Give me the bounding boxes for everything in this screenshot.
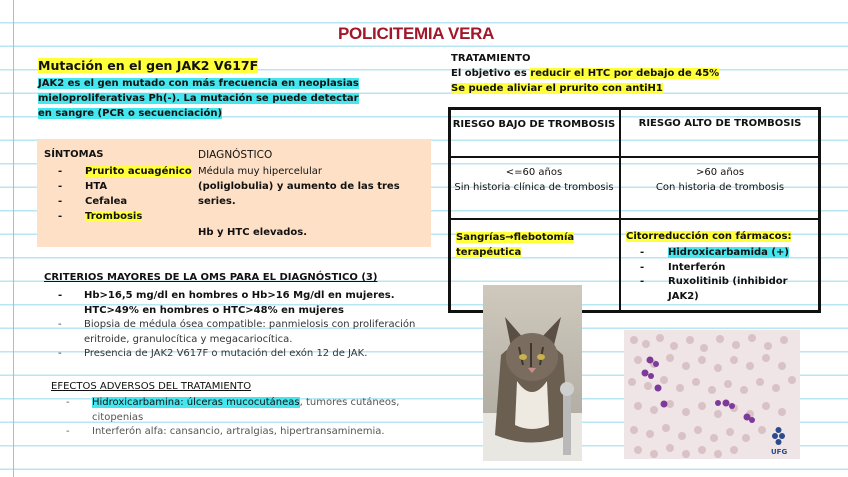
symptom-item: - Prurito acuagénico — [58, 164, 192, 179]
drug-item: - Hidroxicarbamida (+) — [640, 246, 816, 261]
page-title: POLICITEMIA VERA — [338, 24, 495, 43]
table-divider — [448, 156, 821, 158]
symptom-item: - Trombosis — [58, 209, 192, 224]
adverse-effect-item: - Hidroxicarbamina: úlceras mucocutáneas, tumores cutáneos, citopenias — [66, 396, 446, 425]
diagnosis-line-bold: (poliglobulia) y aumento de las tres series. — [198, 181, 400, 207]
mutation-heading: Mutación en el gen JAK2 V617F — [38, 58, 259, 73]
diagnosis-line-plain: Médula muy hipercelular — [198, 166, 323, 177]
high-risk-treatment-heading: Citorreducción con fármacos: — [626, 231, 792, 242]
adverse-effect-item: - Interferón alfa: cansancio, artralgias, hipertransaminemia. — [66, 425, 446, 440]
high-risk-treatment-list — [640, 246, 816, 304]
symptom-item: - Cefalea — [58, 194, 192, 209]
criteria-list — [58, 289, 438, 362]
smear-logo-text: UFG — [771, 448, 788, 456]
blood-smear-illustration — [624, 330, 800, 459]
wet-cat-illustration — [483, 285, 582, 461]
low-risk-treatment: Sangrías→flebotomía terapéutica — [456, 232, 575, 258]
table-divider — [619, 107, 621, 313]
wet-cat-photo — [483, 285, 582, 461]
table-divider — [448, 218, 821, 220]
symptom-item: - HTA — [58, 179, 192, 194]
treatment-heading: TRATAMIENTO — [451, 53, 531, 64]
criteria-item: - Biopsia de médula ósea compatible: panmielosis con proliferación eritroide, granulocítica y megacariocítica. — [58, 318, 438, 347]
diagnosis-heading: DIAGNÓSTICO — [198, 149, 273, 161]
criteria-item: - Presencia de JAK2 V617F o mutación del exón 12 de JAK. — [58, 347, 438, 362]
adverse-effects-heading: EFECTOS ADVERSOS DEL TRATAMIENTO — [51, 381, 252, 392]
high-risk-description: >60 años Con historia de trombosis — [655, 167, 785, 193]
symptoms-heading: SÍNTOMAS — [44, 149, 104, 160]
symptoms-list — [58, 164, 192, 224]
low-risk-description: <=60 años Sin historia clínica de trombosis — [454, 167, 614, 193]
mutation-text: JAK2 es el gen mutado con más frecuencia en neoplasias mieloproliferativas Ph(-). La mutación se puede detectar en sangre (PCR o secuenciación) — [38, 78, 359, 119]
treatment-pruritus: Se puede aliviar el prurito con antiH1 — [451, 83, 663, 94]
diagnosis-text — [198, 164, 423, 209]
criteria-item: - Hb>16,5 mg/dl en hombres o Hb>16 Mg/dl en mujeres. HTC>49% en hombres o HTC>48% en mujeres — [58, 289, 438, 318]
treatment-objective: El objetivo es reducir el HTC por debajo de 45% — [451, 68, 720, 79]
diagnosis-lab-values: Hb y HTC elevados. — [198, 227, 308, 238]
drug-item: - Ruxolitinib (inhibidor JAK2) — [640, 275, 816, 304]
adverse-effects-list — [66, 396, 446, 440]
low-risk-header: RIESGO BAJO DE TROMBOSIS — [452, 119, 616, 130]
drug-item: - Interferón — [640, 261, 816, 276]
blood-smear-image — [624, 330, 800, 459]
high-risk-header: RIESGO ALTO DE TROMBOSIS — [638, 118, 802, 129]
criteria-heading: CRITERIOS MAYORES DE LA OMS PARA EL DIAGNÓSTICO (3) — [44, 272, 378, 283]
